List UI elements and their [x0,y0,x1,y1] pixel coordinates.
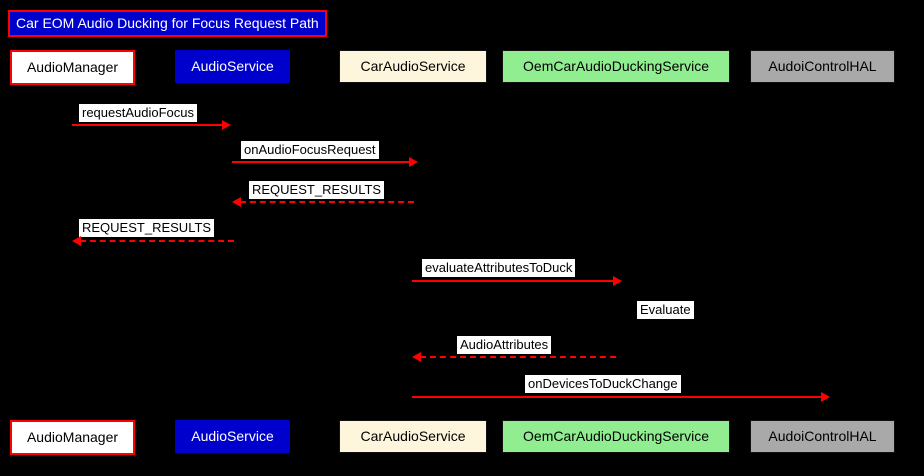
message-label-audio-attributes: AudioAttributes [456,335,552,355]
actor-audiocontrolhal-top[interactable]: AudoiControlHAL [750,50,895,83]
diagram-title: Car EOM Audio Ducking for Focus Request Path [8,10,327,37]
arrowhead-request-results-1 [232,197,241,207]
actor-caraudioservice-top[interactable]: CarAudioService [339,50,487,83]
arrowhead-evaluate-attributes-to-duck [613,276,622,286]
message-arrow-on-devices-to-duck-change [412,396,824,398]
message-arrow-request-results-2 [80,240,234,242]
arrowhead-on-devices-to-duck-change [821,392,830,402]
message-label-evaluate-attributes-to-duck: evaluateAttributesToDuck [421,258,576,278]
message-arrow-audio-attributes [420,356,616,358]
actor-oemcaraudioduckingservice-bottom[interactable]: OemCarAudioDuckingService [502,420,730,453]
arrowhead-on-audio-focus-request [409,157,418,167]
arrowhead-audio-attributes [412,352,421,362]
actor-audiocontrolhal-bottom[interactable]: AudoiControlHAL [750,420,895,453]
actor-audiomanager-top[interactable]: AudioManager [10,50,135,85]
actor-audioservice-bottom[interactable]: AudioService [175,420,290,453]
message-label-evaluate: Evaluate [637,301,694,319]
message-arrow-request-audio-focus [72,124,224,126]
message-label-on-devices-to-duck-change: onDevicesToDuckChange [524,374,682,394]
actor-caraudioservice-bottom[interactable]: CarAudioService [339,420,487,453]
message-label-on-audio-focus-request: onAudioFocusRequest [240,140,380,160]
message-label-request-audio-focus: requestAudioFocus [78,103,198,123]
message-arrow-request-results-1 [240,201,414,203]
arrowhead-request-audio-focus [222,120,231,130]
message-arrow-on-audio-focus-request [232,161,412,163]
message-label-request-results-1: REQUEST_RESULTS [248,180,385,200]
actor-audioservice-top[interactable]: AudioService [175,50,290,83]
actor-audiomanager-bottom[interactable]: AudioManager [10,420,135,455]
message-arrow-evaluate-attributes-to-duck [412,280,616,282]
arrowhead-request-results-2 [72,236,81,246]
message-label-request-results-2: REQUEST_RESULTS [78,218,215,238]
actor-oemcaraudioduckingservice-top[interactable]: OemCarAudioDuckingService [502,50,730,83]
